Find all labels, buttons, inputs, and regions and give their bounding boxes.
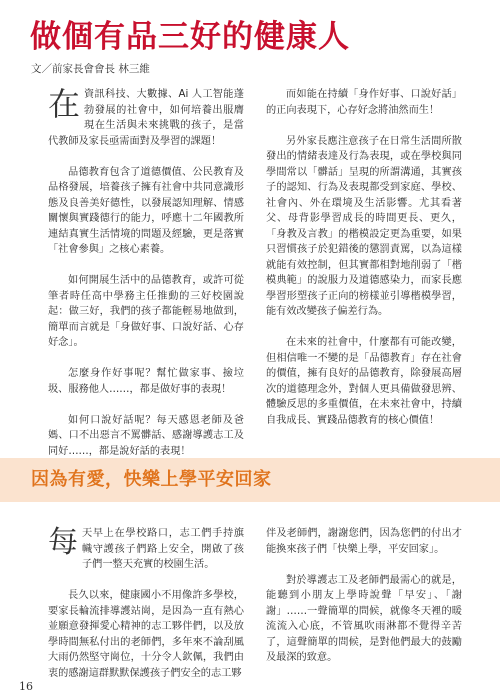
paragraph-text: 資訊科技、大數據、Ai 人工智能蓬勃發展的社會中，如何培養出服膺現在生活與未來挑戰的孩子，是當代教師及家長亟需面對及學習的課題！ — [48, 89, 244, 147]
paragraph-text: 天早上在學校路口，志工們手持旗幟守護孩子們路上安全，開啟了孩子們一整天充實的校園生活。 — [82, 528, 244, 570]
paragraph-intro — [48, 87, 244, 149]
paragraph: 如何口說好話呢？每天感恩老師及爸媽、口不出惡言不罵髒話、感謝導護志工及同好……，都是說好話的表現！ — [48, 414, 244, 457]
paragraph: 品德教育包含了道德價值、公民教育及品格發展，培養孩子擁有社會中共同意識形態及良善美好德性，以發展認知理解、情感關懷與實踐德行的能力，呼應十二年國教所連結真實生活情境的問題及經驗，更是落實「社會參與」之核心素養。 — [48, 166, 244, 255]
drop-cap: 每 — [48, 525, 78, 560]
article-column-right — [266, 87, 462, 444]
paragraph: 而如能在持續「身作好事、口說好話」的正向表現下，心存好念將油然而生！ — [266, 89, 462, 116]
article-byline: 文／前家長會會長 林三維 — [31, 63, 150, 75]
paragraph: 在未來的社會中，什麼都有可能改變，但相信唯一不變的是「品德教育」存在社會的價值，擁有良好的品德教育，除發展高層次的道德理念外，對個人更具備做發思辨、體驗反思的多重價值，在未來社會中，持續自我成長、實踐品德教育的核心價值！ — [266, 337, 462, 426]
paragraph: 怎麼身作好事呢？幫忙做家事、撿垃圾、服務他人……，都是做好事的表現！ — [48, 368, 244, 395]
section-title: 因為有愛，快樂上學平安回家 — [31, 469, 272, 490]
article-column-left — [48, 87, 244, 475]
paragraph: 對於導護志工及老師們最需心的就是，能聽到小朋友上學時說聲「早安」、「謝謝」……一聲簡單的問候，就像冬天裡的暖流流入心底，不管風吹雨淋都不覺得辛苦了，這聲簡單的問候，是對他們最大的鼓勵及最深的致意。 — [266, 574, 462, 663]
paragraph: 如何開展生活中的品德教育，或許可從筆者時任高中學務主任推動的三好校園說起：做三好，我們的孩子都能輕易地做到，簡單而言就是「身做好事、口說好話、心存好念」。 — [48, 275, 244, 348]
section-column-right — [266, 526, 462, 681]
article-title: 做個有品三好的健康人 — [30, 19, 350, 55]
section-header-band — [0, 458, 500, 502]
paragraph-intro — [48, 526, 244, 573]
page-number: 16 — [19, 680, 33, 693]
paragraph: 長久以來，健康國小不用像許多學校，要家長輪流排導護站崗，是因為一直有熱心並願意發揮愛心精神的志工夥伴們，以及放學時間無私付出的老師們，多年來不論刮風大雨仍然堅守崗位，十分令人欽佩，我們由衷的感謝這群默默保護孩子們安全的志工夥 — [48, 590, 244, 679]
paragraph: 另外家長應注意孩子在日常生活間所散發出的情緒表達及行為表現，或在學校與同學間常以「髒話」呈現的所謂溝通，其實孩子的認知、行為及表現都受到家庭、學校、社會內、外在環境及生活影響。尤其看著父、母背影學習成長的時間更長、更久，「身教及言教」的楷模設定更為重要，如果只習慣孩子於犯錯後的懲罰責罵，以為這樣就能有效控制，但其實都相對地削弱了「楷模典範」的說服力及道德感染力，而家長應學習形塑孩子正向的榜樣並引導楷模學習，能有效改變孩子偏差行為。 — [266, 135, 462, 317]
drop-cap: 在 — [48, 85, 81, 123]
section-column-left — [48, 526, 244, 697]
paragraph: 伴及老師們，謝謝您們，因為您們的付出才能換來孩子們「快樂上學，平安回家」。 — [266, 528, 462, 555]
